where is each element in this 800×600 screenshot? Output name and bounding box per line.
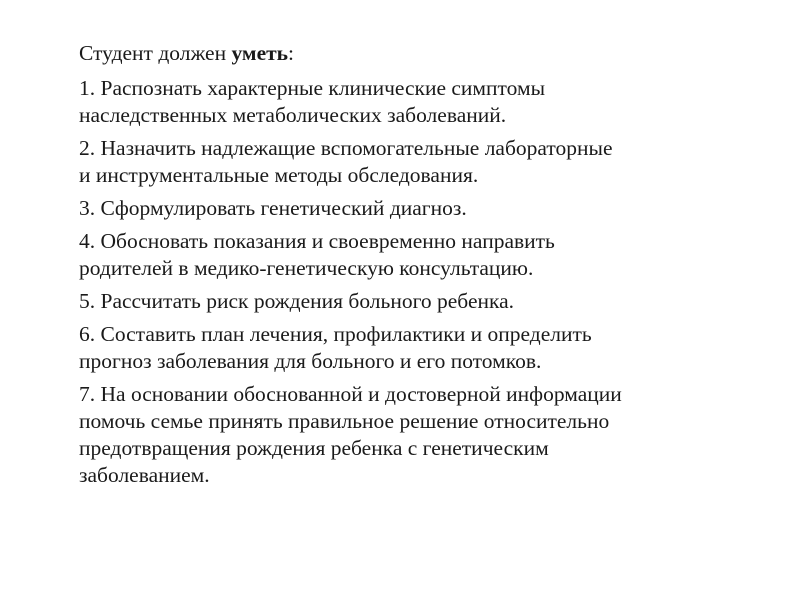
list-item-line: 3. Сформулировать генетический диагноз.	[79, 196, 467, 220]
list-item-line: 5. Рассчитать риск рождения больного ребенка.	[79, 289, 515, 313]
heading-prefix: Студент должен	[79, 41, 232, 65]
list-item-line: родителей в медико-генетическую консультацию.	[79, 256, 534, 280]
slide-content	[79, 40, 779, 495]
list-item-line: 4. Обосновать показания и своевременно направить	[79, 229, 555, 253]
list-item-line: 7. На основании обоснованной и достоверной информации	[79, 382, 622, 406]
list-item-2	[79, 135, 779, 189]
list-item-1	[79, 75, 779, 129]
list-item-line: 2. Назначить надлежащие вспомогательные лабораторные	[79, 136, 613, 160]
heading-bold-word: уметь	[231, 41, 289, 65]
list-item-line: помочь семье принять правильное решение относительно	[79, 409, 610, 433]
list-item-line: заболеванием.	[79, 463, 210, 487]
list-item-line: предотвращения рождения ребенка с генетическим	[79, 436, 549, 460]
list-item-line: 6. Составить план лечения, профилактики и определить	[79, 322, 592, 346]
heading-suffix: :	[288, 41, 295, 65]
list-item-line: наследственных метаболических заболеваний.	[79, 103, 507, 127]
list-item-7	[79, 381, 779, 489]
list-item-line: 1. Распознать характерные клинические симптомы	[79, 76, 546, 100]
slide-heading	[79, 40, 779, 67]
list-item-line: и инструментальные методы обследования.	[79, 163, 479, 187]
list-item-6	[79, 321, 779, 375]
list-item-5	[79, 288, 779, 315]
list-item-line: прогноз заболевания для больного и его потомков.	[79, 349, 542, 373]
list-item-4	[79, 228, 779, 282]
list-item-3	[79, 195, 779, 222]
